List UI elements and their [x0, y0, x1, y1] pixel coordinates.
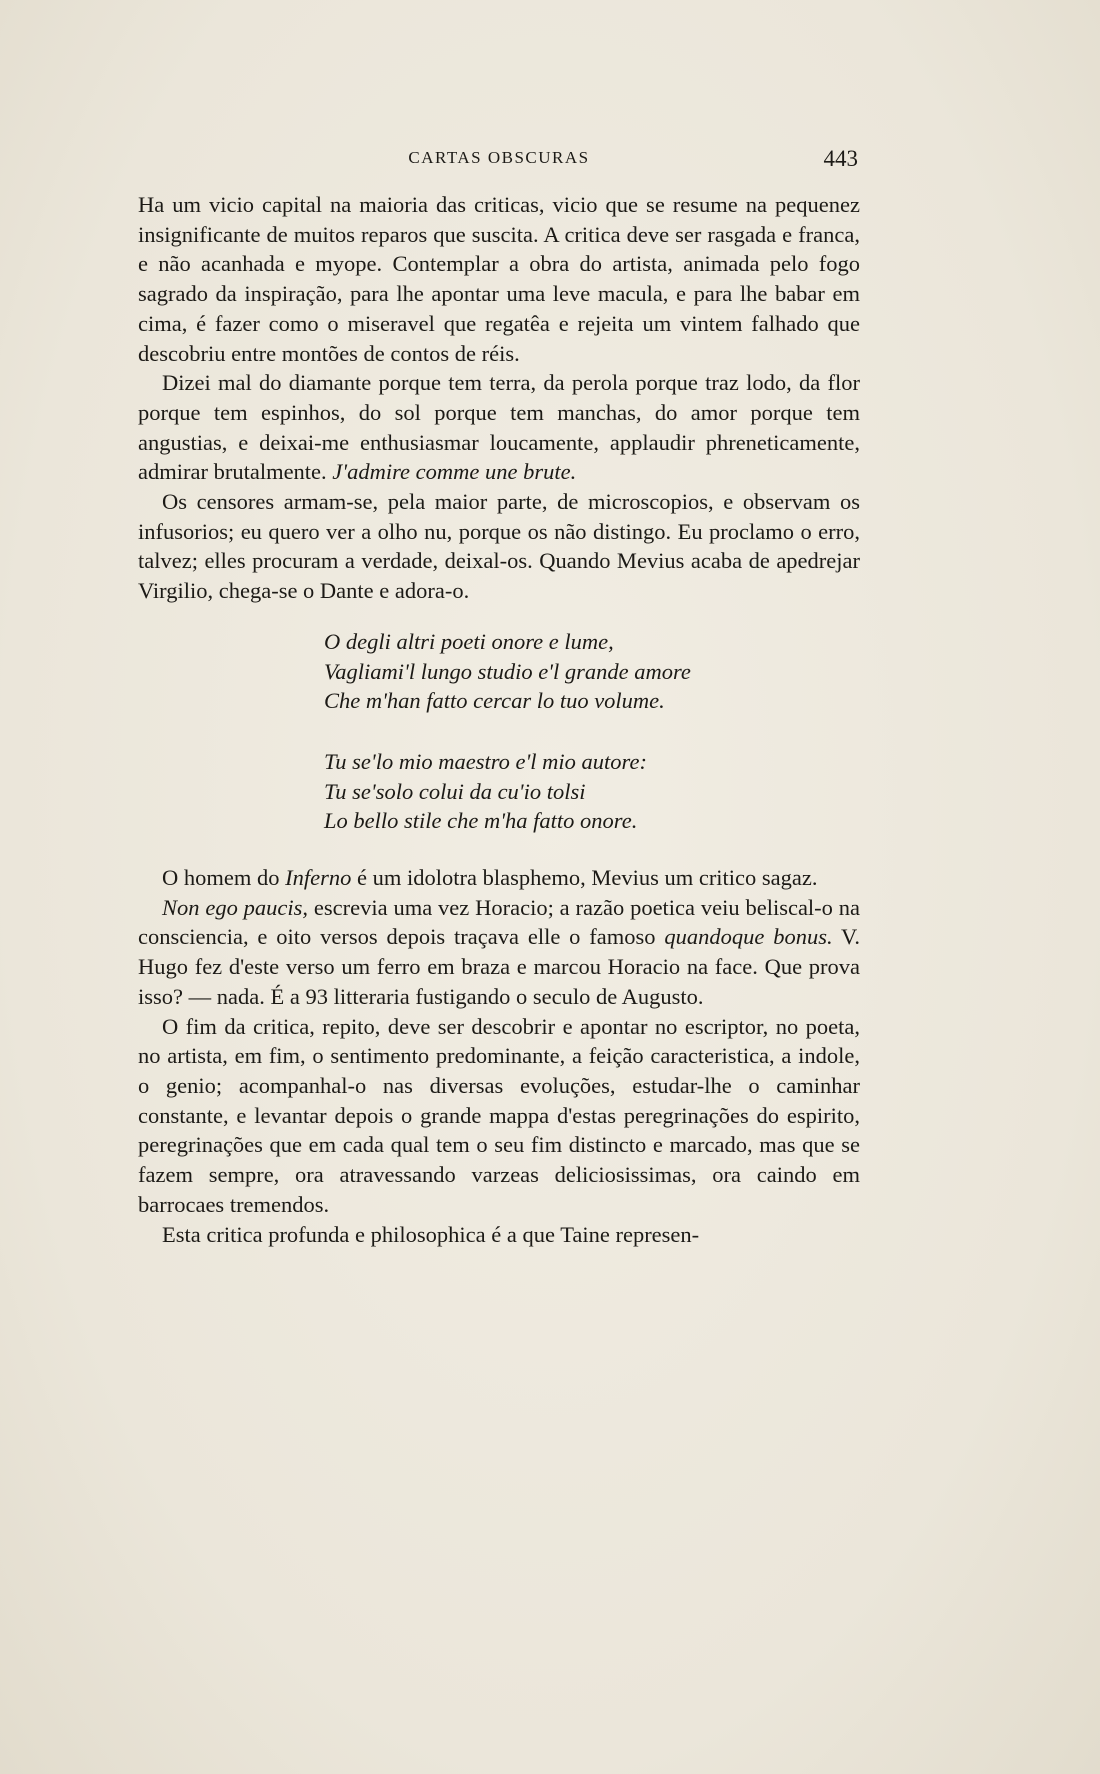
verse-stanza-2 [324, 747, 860, 836]
quandoque-quote: quandoque bonus. [664, 924, 833, 950]
verse-line: Tu se'lo mio maestro e'l mio autore: [324, 748, 647, 774]
paragraph-3: Os censores armam-se, pela maior parte, de microscopios, e observam os infusorios; eu quero ver a olho nu, porque os não distingo. Eu proclamo o erro, talvez; elles procuram a verdade, deixal-os. Quando Mevius acaba de apedrejar Virgilio, chega-se o Dante e adora-o. [138, 489, 860, 604]
paragraph-2-text: Dizei mal do diamante porque tem terra, da perola porque traz lodo, da flor porque tem espinhos, do sol porque tem manchas, do amor porque tem angustias, e deixai-me enthusiasmar loucamente, applaudir phreneticamente, admirar brutalmente. [138, 370, 860, 485]
verse-line: O degli altri poeti onore e lume, [324, 628, 614, 654]
verse-stanza-1 [324, 627, 860, 716]
paragraph-4-end: é um idolotra blasphemo, Mevius um critico sagaz. [357, 865, 818, 891]
verse-line: Che m'han fatto cercar lo tuo volume. [324, 688, 665, 714]
paragraph-7: Esta critica profunda e philosophica é a que Taine represen- [162, 1221, 700, 1247]
paragraph-4 [138, 863, 860, 893]
running-title: CARTAS OBSCURAS [408, 148, 590, 167]
page-body [138, 190, 860, 1249]
page-header [140, 146, 858, 176]
french-quote: J'admire comme une brute. [332, 459, 577, 485]
paragraph-5-text-1: escrevia uma vez Horacio; a razão poetica veiu beliscal-o na consciencia, e oito versos depois traçava elle o famoso [138, 894, 861, 950]
paragraph-2 [138, 368, 860, 487]
verse-line: Vagliami'l lungo studio e'l grande amore [324, 658, 691, 684]
paragraph-1: Ha um vicio capital na maioria das criticas, vicio que se resume na pequenez insignificante de muitos reparos que suscita. A critica deve ser rasgada e franca, e não acanhada e myope. Contemplar a obra do artista, animada pelo fogo sagrado da inspiração, para lhe apontar uma leve macula, e para lhe babar em cima, é fazer como o miseravel que regatêa e rejeita um vintem falhado que descobriu entre montões de contos de réis. [138, 192, 860, 366]
paragraph-4-start: O homem do [162, 865, 280, 891]
page-number: 443 [823, 146, 858, 171]
inferno-title: Inferno [285, 865, 352, 891]
verse-line: Lo bello stile che m'ha fatto onore. [324, 808, 638, 834]
paragraph-6: O fim da critica, repito, deve ser descobrir e apontar no escriptor, no poeta, no artista, em fim, o sentimento predominante, a feição caracteristica, a indole, o genio; acompanhal-o nas diversas evoluções, estudar-lhe o caminhar constante, e levantar depois o grande mappa d'estas peregrinações do espirito, peregrinações que em cada qual tem o seu fim distincto e marcado, mas que se fazem sempre, ora atravessando varzeas deliciosissimas, ora caindo em barrocaes tremendos. [138, 1013, 860, 1217]
paragraph-5-text-2: V. Hugo fez d'este verso um ferro em braza e marcou Horacio na face. Que prova isso? — nada. É a 93 litteraria fustigando o seculo de Augusto. [138, 924, 861, 1009]
dante-verse [324, 627, 860, 836]
paragraph-5 [138, 893, 860, 1012]
verse-line: Tu se'solo colui da cu'io tolsi [324, 778, 586, 804]
horace-quote: Non ego paucis, [162, 894, 309, 920]
